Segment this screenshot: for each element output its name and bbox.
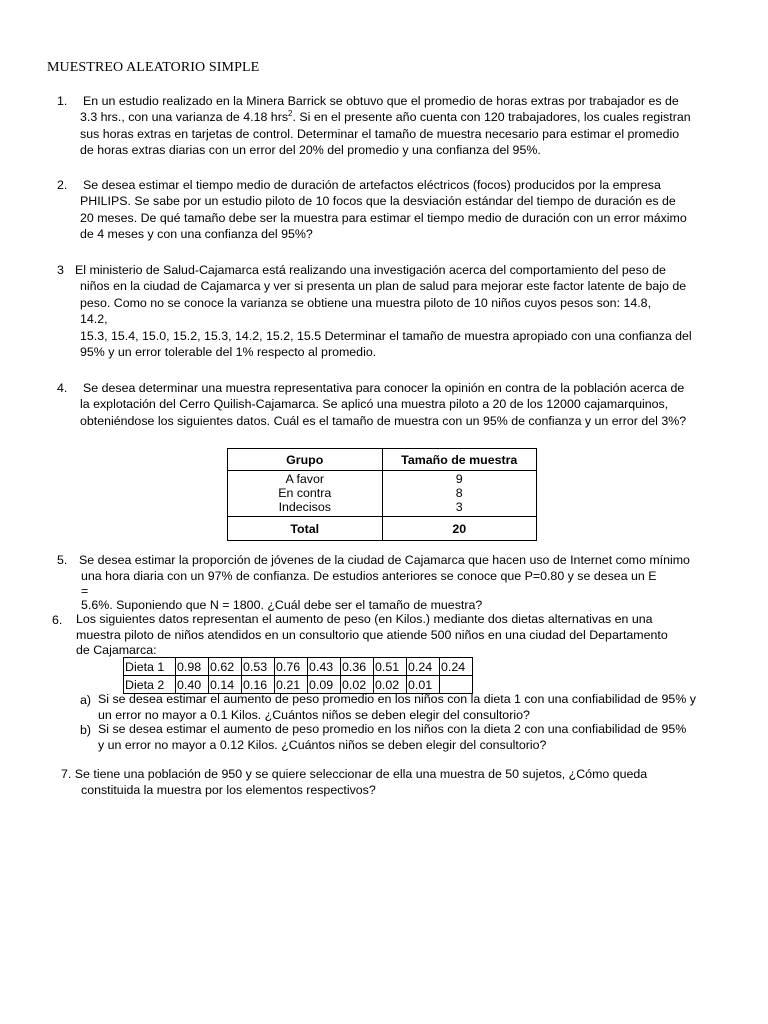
table-row: Dieta 2 0.40 0.14 0.16 0.21 0.09 0.02 0.02 0.01: [124, 676, 473, 694]
sub-item-label: b): [80, 723, 92, 737]
group-sample-table: [227, 448, 537, 541]
question-number: 4.: [57, 381, 68, 395]
question-number: 3: [57, 263, 64, 277]
column-header-grupo: Grupo: [228, 449, 383, 471]
question-text: Se desea determinar una muestra representativa para conocer la opinión en contra de la población acerca de la explotación del Cerro Quilish-Cajamarca. Se aplicó una muestra piloto a 20 de los 12000 cajamarquinos, obteniéndose los siguientes datos. Cuál es el tamaño de muestra con un 95% de confianza y un error del 3%?: [80, 381, 687, 428]
question-text: 7. Se tiene una población de 950 y se quiere seleccionar de ella una muestra de 50 sujetos, ¿Cómo queda constituida la muestra por los elementos respectivos?: [61, 767, 648, 798]
table-header-row: [228, 449, 537, 471]
table-row: Dieta 1 0.98 0.62 0.53 0.76 0.43 0.36 0.51 0.24 0.24: [124, 658, 473, 676]
table-total-row: Total 20: [228, 517, 537, 541]
sub-item-label: a): [80, 693, 92, 707]
question-text: En un estudio realizado en la Minera Barrick se obtuvo que el promedio de horas extras por trabajador es de 3.3 hrs., con una varianza de 4.18 hrs$^2$. Si en el presente año cuenta con 120 trabajadores, los cuales registran sus horas extras en tarjetas de control. Determinar el tamaño de muestra necesario para estimar el promedio de horas extras diarias con un error del 20% del promedio y una confianza del 95%.: [80, 94, 691, 158]
sub-item-text: Si se desea estimar el aumento de peso promedio en los niños con la dieta 2 con una confiabilidad de 95% y un error no mayor a 0.12 Kilos. ¿Cuántos niños se deben elegir del consultorio?: [98, 722, 687, 752]
question-number: 1.: [57, 94, 68, 108]
question-text: El ministerio de Salud-Cajamarca está realizando una investigación acerca del comportamiento del peso de niños en la ciudad de Cajamarca y ver si presenta un plan de salud para mejorar este factor latente de bajo de peso. Como no se conoce la varianza se obtiene una muestra piloto de 10 niños cuyos pesos son: 14.8, 14.2, 15.3, 15.4, 15.0, 15.2, 15.3, 14.2, 15.2, 15.5 Determinar el tamaño de muestra apropiado con una confianza del 95% y un error tolerable del 1% respecto al promedio.: [75, 263, 692, 360]
table-row: En contra 8: [228, 486, 537, 500]
question-number: 5.: [57, 553, 68, 567]
table-row: Indecisos 3: [228, 500, 537, 517]
table-row: A favor 9: [228, 471, 537, 487]
column-header-tamano: Tamaño de muestra: [382, 449, 537, 471]
question-number: 6.: [52, 613, 63, 627]
question-text: Los siguientes datos representan el aumento de peso (en Kilos.) mediante dos dietas alternativas en una muestra piloto de niños atendidos en un consultorio que atiende 500 niños en una ciudad del Departamento de Cajamarca:: [76, 612, 668, 657]
sub-item-text: Si se desea estimar el aumento de peso promedio en los niños con la dieta 1 con una confiabilidad de 95% y un error no mayor a 0.1 Kilos. ¿Cuántos niños se deben elegir del consultorio?: [98, 692, 696, 722]
diet-data-table: [123, 657, 473, 694]
question-number: 2.: [57, 178, 68, 192]
page-title: MUESTREO ALEATORIO SIMPLE: [47, 60, 260, 75]
question-text: Se desea estimar la proporción de jóvenes de la ciudad de Cajamarca que hacen uso de Internet como mínimo una hora diaria con un 97% de confianza. De estudios anteriores se conoce que P=0.80 y se desea un E = 5.6%. Suponiendo que N = 1800. ¿Cuál debe ser el tamaño de muestra?: [79, 553, 690, 612]
question-text: Se desea estimar el tiempo medio de duración de artefactos eléctricos (focos) producidos por la empresa PHILIPS. Se sabe por un estudio piloto de 10 focos que la desviación estándar del tiempo de duración es de 20 meses. De qué tamaño debe ser la muestra para estimar el tiempo medio de duración con un error máximo de 4 meses y con una confianza del 95%?: [80, 178, 687, 242]
